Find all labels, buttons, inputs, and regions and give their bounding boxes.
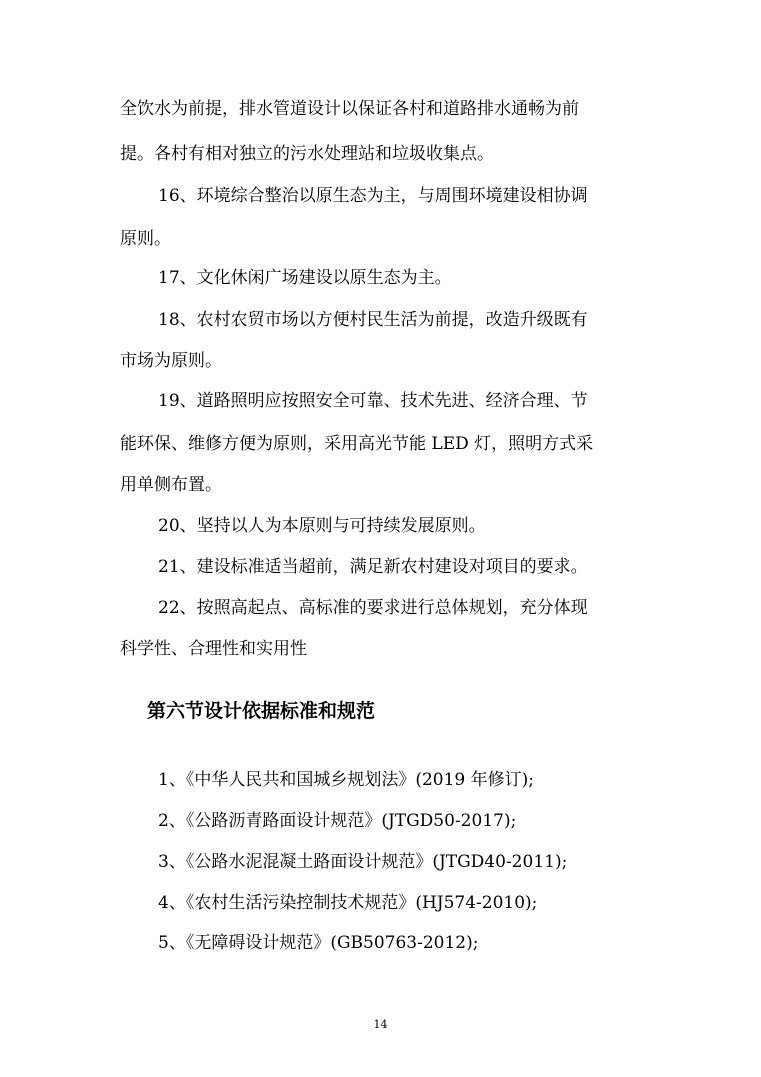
text-line: 提。各村有相对独立的污水处理站和垃圾收集点。 bbox=[120, 144, 494, 164]
text-line: 20、坚持以人为本原则与可持续发展原则。 bbox=[158, 516, 486, 536]
reference-item: 3、《公路水泥混凝土路面设计规范》(JTGD40-2011); bbox=[158, 852, 568, 872]
section-heading: 第六节设计依据标准和规范 bbox=[147, 700, 376, 722]
reference-item: 4、《农村生活污染控制技术规范》(HJ574-2010); bbox=[158, 893, 538, 913]
text-line: 用单侧布置。 bbox=[120, 475, 222, 495]
text-line: 科学性、合理性和实用性 bbox=[120, 639, 307, 659]
text-line: 22、按照高起点、高标准的要求进行总体规划，充分体现 bbox=[158, 598, 588, 618]
page-number: 14 bbox=[373, 1018, 388, 1031]
reference-item: 2、《公路沥青路面设计规范》(JTGD50-2017); bbox=[158, 811, 517, 831]
text-line: 能环保、维修方便为原则，采用高光节能 LED 灯，照明方式采 bbox=[120, 434, 594, 454]
reference-item: 1、《中华人民共和国城乡规划法》(2019 年修订); bbox=[158, 770, 534, 790]
text-line: 原则。 bbox=[120, 229, 171, 249]
text-line: 16、环境综合整治以原生态为主，与周围环境建设相协调 bbox=[158, 186, 588, 206]
text-line: 全饮水为前提，排水管道设计以保证各村和道路排水通畅为前 bbox=[120, 99, 579, 119]
reference-item: 5、《无障碍设计规范》(GB50763-2012); bbox=[158, 933, 479, 953]
text-line: 18、农村农贸市场以方便村民生活为前提，改造升级既有 bbox=[158, 310, 588, 330]
text-line: 21、建设标准适当超前，满足新农村建设对项目的要求。 bbox=[158, 557, 588, 577]
text-line: 17、文化休闲广场建设以原生态为主。 bbox=[158, 268, 452, 288]
text-line: 市场为原则。 bbox=[120, 351, 222, 371]
text-line: 19、道路照明应按照安全可靠、技术先进、经济合理、节 bbox=[158, 391, 588, 411]
